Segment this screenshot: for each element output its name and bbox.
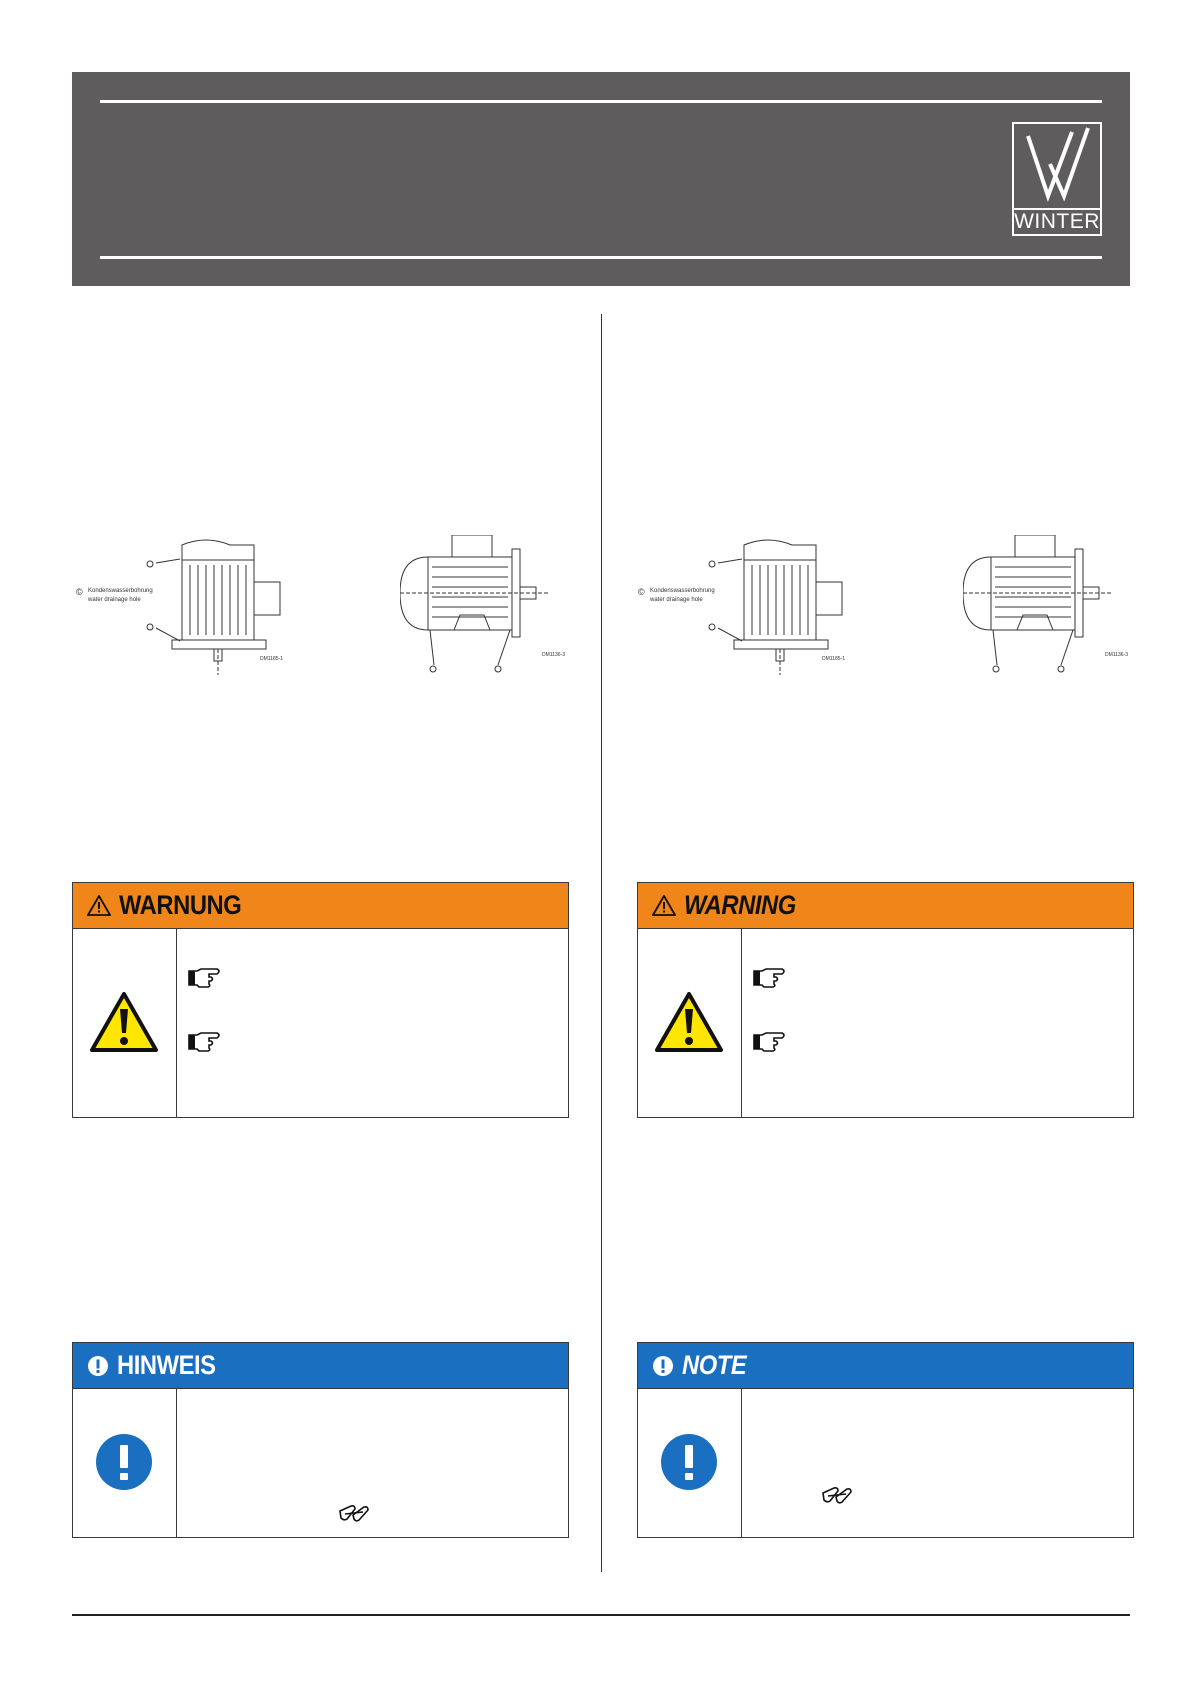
warning-sign-icon bbox=[89, 991, 159, 1053]
note-header bbox=[638, 1343, 1133, 1389]
info-exclamation-icon bbox=[95, 1433, 153, 1491]
pointing-hand-icon bbox=[752, 1031, 788, 1053]
warning-title: WARNUNG bbox=[119, 890, 242, 920]
header-bottom-rule bbox=[100, 256, 1102, 259]
note-box-de bbox=[72, 1342, 569, 1538]
link-reference-icon bbox=[820, 1485, 854, 1505]
footer-rule bbox=[72, 1614, 1130, 1616]
warning-icon-cell bbox=[73, 929, 177, 1117]
legend-line-1: Kondenswasserbohrung bbox=[650, 588, 715, 594]
pointing-hand-icon bbox=[187, 967, 223, 989]
warning-triangle-icon bbox=[652, 895, 676, 916]
warning-sign-icon bbox=[654, 991, 724, 1053]
figure-horizontal-motor-left bbox=[400, 535, 570, 685]
callout-symbol-legend: © bbox=[76, 587, 83, 597]
figure-code: DM1136-3 bbox=[542, 652, 565, 658]
header-banner bbox=[72, 72, 1130, 286]
note-title: HINWEIS bbox=[117, 1350, 216, 1380]
warning-header bbox=[638, 883, 1133, 929]
figure-code: DM1185-1 bbox=[822, 656, 845, 662]
warning-header bbox=[73, 883, 568, 929]
note-icon-cell bbox=[638, 1389, 742, 1537]
column-divider bbox=[601, 314, 602, 1572]
warning-icon-cell bbox=[638, 929, 742, 1117]
legend-line-2: water drainage hole bbox=[650, 597, 703, 603]
warning-box-de bbox=[72, 882, 569, 1118]
figure-vertical-motor-right bbox=[638, 535, 858, 680]
warning-title: WARNING bbox=[684, 890, 796, 920]
figure-code: DM1185-1 bbox=[260, 656, 283, 662]
note-title: NOTE bbox=[682, 1350, 747, 1380]
figure-horizontal-motor-right bbox=[963, 535, 1133, 685]
link-reference-icon bbox=[337, 1503, 371, 1523]
warning-triangle-icon bbox=[87, 895, 111, 916]
note-box-en bbox=[637, 1342, 1134, 1538]
pointing-hand-icon bbox=[752, 967, 788, 989]
note-icon-cell bbox=[73, 1389, 177, 1537]
info-exclamation-icon bbox=[660, 1433, 718, 1491]
header-top-rule bbox=[100, 100, 1102, 103]
exclamation-circle-icon bbox=[652, 1355, 674, 1377]
callout-symbol-legend: © bbox=[638, 587, 645, 597]
exclamation-circle-icon bbox=[87, 1355, 109, 1377]
warning-box-en bbox=[637, 882, 1134, 1118]
winter-logo bbox=[1012, 122, 1102, 236]
figure-code: DM1136-3 bbox=[1105, 652, 1128, 658]
pointing-hand-icon bbox=[187, 1031, 223, 1053]
legend-line-1: Kondenswasserbohrung bbox=[88, 588, 153, 594]
figure-vertical-motor-left bbox=[76, 535, 296, 680]
legend-line-2: water drainage hole bbox=[88, 597, 141, 603]
logo-wordmark: WINTER bbox=[1014, 210, 1100, 233]
winter-logo-mark-icon bbox=[1014, 124, 1100, 206]
note-header bbox=[73, 1343, 568, 1389]
